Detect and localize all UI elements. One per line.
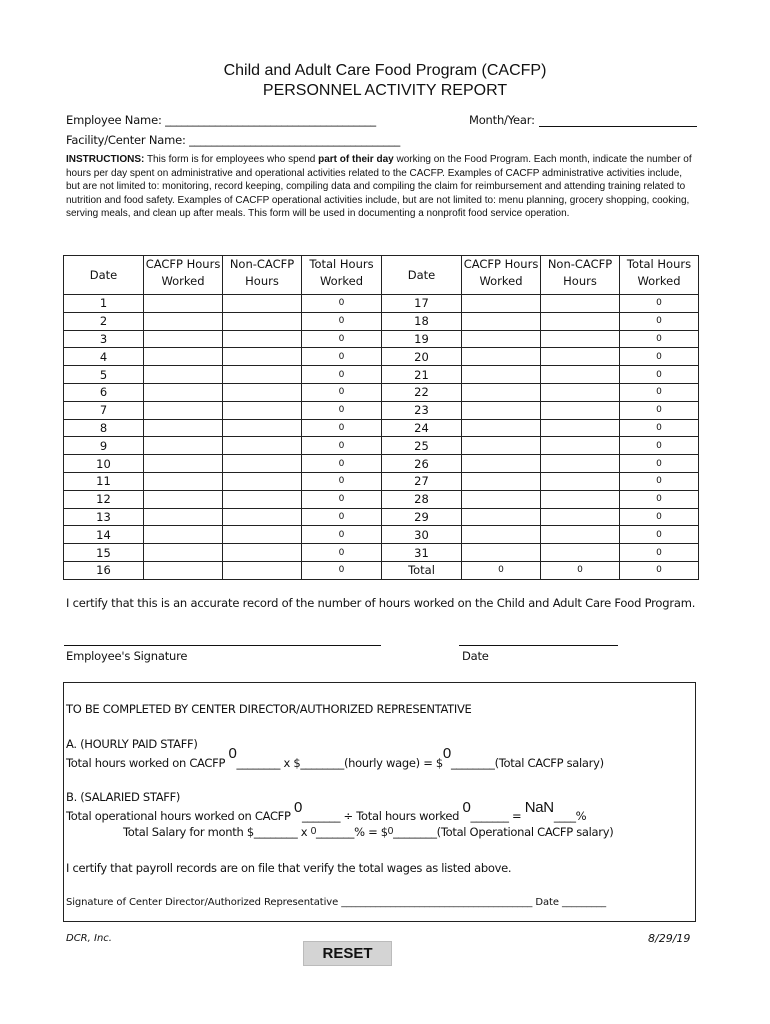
total-cell: 0 bbox=[302, 437, 382, 455]
hourly-hours-value[interactable]: 0 bbox=[228, 745, 237, 762]
hours-input-cell[interactable] bbox=[144, 419, 223, 437]
salaried-calc-line bbox=[66, 799, 587, 823]
date-cell: 26 bbox=[382, 455, 462, 473]
column-header: Date bbox=[382, 256, 462, 295]
hours-input-cell[interactable] bbox=[144, 472, 223, 490]
total-cell: 0 bbox=[620, 348, 699, 366]
table-row bbox=[64, 455, 699, 473]
hours-input-cell[interactable] bbox=[462, 330, 541, 348]
total-cell: 0 bbox=[620, 472, 699, 490]
employee-signature-label: Employee's Signature bbox=[66, 649, 188, 663]
salaried-salary-text-2: _______% = $ bbox=[315, 825, 388, 839]
hours-input-cell[interactable] bbox=[541, 312, 620, 330]
month-year-input[interactable] bbox=[539, 126, 697, 127]
hours-input-cell[interactable] bbox=[541, 401, 620, 419]
form-title: Child and Adult Care Food Program (CACFP) bbox=[223, 62, 547, 79]
employee-name-field[interactable]: Employee Name: ______________________________________ bbox=[66, 113, 376, 127]
table-row bbox=[64, 401, 699, 419]
footer-date: 8/29/19 bbox=[648, 932, 691, 945]
hours-input-cell[interactable] bbox=[462, 295, 541, 313]
employee-signature-line[interactable] bbox=[64, 645, 381, 646]
total-cell: 0 bbox=[620, 401, 699, 419]
hours-input-cell[interactable] bbox=[223, 437, 302, 455]
total-cell: 0 bbox=[620, 544, 699, 562]
total-cell: 0 bbox=[620, 366, 699, 384]
total-cell: 0 bbox=[302, 348, 382, 366]
instructions-label: INSTRUCTIONS: bbox=[66, 154, 145, 165]
date-cell: 1 bbox=[64, 295, 144, 313]
date-cell: 5 bbox=[64, 366, 144, 384]
hours-input-cell[interactable] bbox=[462, 348, 541, 366]
total-cell: 0 bbox=[620, 419, 699, 437]
total-cell: 0 bbox=[302, 383, 382, 401]
director-box-heading: TO BE COMPLETED BY CENTER DIRECTOR/AUTHORIZED REPRESENTATIVE bbox=[66, 702, 472, 716]
total-cell: 0 bbox=[620, 490, 699, 508]
column-header: CACFP Hours Worked bbox=[144, 256, 223, 295]
hours-input-cell[interactable] bbox=[541, 508, 620, 526]
hours-input-cell[interactable] bbox=[462, 383, 541, 401]
date-cell: 12 bbox=[64, 490, 144, 508]
hours-input-cell[interactable] bbox=[223, 330, 302, 348]
hours-input-cell[interactable] bbox=[541, 419, 620, 437]
hours-input-cell[interactable] bbox=[144, 437, 223, 455]
hours-input-cell[interactable] bbox=[144, 330, 223, 348]
hours-input-cell[interactable] bbox=[144, 455, 223, 473]
hours-input-cell[interactable] bbox=[223, 508, 302, 526]
hours-input-cell[interactable] bbox=[223, 295, 302, 313]
hours-input-cell[interactable] bbox=[144, 348, 223, 366]
hours-input-cell[interactable] bbox=[144, 544, 223, 562]
hourly-calc-text-3: ________(Total CACFP salary) bbox=[450, 756, 604, 770]
total-cell: 0 bbox=[620, 508, 699, 526]
date-cell: 6 bbox=[64, 383, 144, 401]
date-cell: 31 bbox=[382, 544, 462, 562]
instructions-text-b: working on the Food Program. Each month, indicate the number of hours per day spent on administrative and operational activities related to the CACFP. Examples of CACFP administrative activities include, but are not limited to: monitoring, record keeping, compiling data and compiling the claim for reimbursement and attending training related to nutrition and food safety. Examples of CACFP operational activities include, but are not limited to: menu planning, grocery shopping, cooking, serving meals, and clean up after meals. This form will be used in documenting a nonprofit food service operation. bbox=[66, 154, 692, 220]
hours-input-cell[interactable] bbox=[144, 490, 223, 508]
date-cell: 17 bbox=[382, 295, 462, 313]
date-cell: 22 bbox=[382, 383, 462, 401]
column-header: Total Hours Worked bbox=[302, 256, 382, 295]
date-cell: 24 bbox=[382, 419, 462, 437]
hours-input-cell[interactable] bbox=[541, 472, 620, 490]
hours-input-cell[interactable] bbox=[223, 526, 302, 544]
date-cell: 11 bbox=[64, 472, 144, 490]
hours-input-cell[interactable] bbox=[541, 295, 620, 313]
table-row bbox=[64, 295, 699, 313]
hourly-salary-value[interactable]: 0 bbox=[442, 745, 451, 762]
date-cell: 4 bbox=[64, 348, 144, 366]
table-row bbox=[64, 366, 699, 384]
date-cell: 8 bbox=[64, 419, 144, 437]
date-cell: 14 bbox=[64, 526, 144, 544]
total-cell: 0 bbox=[302, 544, 382, 562]
table-row bbox=[64, 312, 699, 330]
hours-input-cell[interactable] bbox=[144, 561, 223, 579]
total-cell: 0 bbox=[620, 455, 699, 473]
table-row bbox=[64, 508, 699, 526]
hours-input-cell[interactable] bbox=[223, 490, 302, 508]
date-cell: 21 bbox=[382, 366, 462, 384]
hours-input-cell[interactable] bbox=[462, 472, 541, 490]
hours-input-cell[interactable] bbox=[223, 472, 302, 490]
hours-input-cell[interactable] bbox=[223, 366, 302, 384]
date-cell: 10 bbox=[64, 455, 144, 473]
table-row bbox=[64, 330, 699, 348]
date-cell: Total bbox=[382, 561, 462, 579]
hours-input-cell[interactable] bbox=[223, 401, 302, 419]
date-cell: 15 bbox=[64, 544, 144, 562]
hourly-calc-text-1: Total hours worked on CACFP bbox=[66, 756, 229, 770]
date-cell: 30 bbox=[382, 526, 462, 544]
salaried-salary-text-3: ________(Total Operational CACFP salary) bbox=[393, 825, 614, 839]
total-cell: 0 bbox=[302, 508, 382, 526]
date-cell: 25 bbox=[382, 437, 462, 455]
payroll-statement: I certify that payroll records are on file that verify the total wages as listed above. bbox=[66, 861, 512, 875]
hours-input-cell[interactable] bbox=[144, 508, 223, 526]
total-cell: 0 bbox=[302, 561, 382, 579]
instructions-paragraph bbox=[66, 153, 696, 221]
footer-org: DCR, Inc. bbox=[66, 933, 112, 944]
hours-input-cell[interactable] bbox=[541, 330, 620, 348]
facility-name-field[interactable]: Facility/Center Name: ______________________________________ bbox=[66, 133, 401, 147]
date-cell: 27 bbox=[382, 472, 462, 490]
hours-input-cell[interactable] bbox=[541, 544, 620, 562]
salaried-percent-value: NaN bbox=[524, 799, 554, 816]
total-cell: 0 bbox=[620, 330, 699, 348]
instructions-bold: part of their day bbox=[318, 154, 394, 165]
table-row bbox=[64, 490, 699, 508]
date-cell: 13 bbox=[64, 508, 144, 526]
salaried-pct-value: 0 bbox=[310, 826, 316, 837]
salaried-calc-text-4: ____% bbox=[553, 809, 587, 823]
total-cell: 0 bbox=[302, 312, 382, 330]
date-cell: 7 bbox=[64, 401, 144, 419]
total-cell: 0 bbox=[620, 437, 699, 455]
date-cell: 2 bbox=[64, 312, 144, 330]
column-header: Date bbox=[64, 256, 144, 295]
date-cell: 9 bbox=[64, 437, 144, 455]
date-cell: 16 bbox=[64, 561, 144, 579]
total-cell: 0 bbox=[462, 561, 541, 579]
hours-input-cell[interactable] bbox=[541, 526, 620, 544]
date-cell: 23 bbox=[382, 401, 462, 419]
hours-input-cell[interactable] bbox=[223, 561, 302, 579]
column-header: Non-CACFP Hours bbox=[223, 256, 302, 295]
total-cell: 0 bbox=[302, 366, 382, 384]
total-cell: 0 bbox=[620, 312, 699, 330]
certify-statement: I certify that this is an accurate record of the number of hours worked on the Child and Adult Care Food Program. bbox=[66, 596, 696, 610]
salaried-calc-text-2: _______ ÷ Total hours worked bbox=[302, 809, 463, 823]
total-cell: 0 bbox=[620, 383, 699, 401]
total-cell: 0 bbox=[302, 526, 382, 544]
total-cell: 0 bbox=[302, 330, 382, 348]
hours-input-cell[interactable] bbox=[144, 295, 223, 313]
date-label: Date bbox=[462, 649, 489, 663]
total-cell: 0 bbox=[620, 526, 699, 544]
hours-input-cell[interactable] bbox=[223, 419, 302, 437]
hours-input-cell[interactable] bbox=[144, 401, 223, 419]
hours-input-cell[interactable] bbox=[144, 383, 223, 401]
salaried-total-hours-value[interactable]: 0 bbox=[462, 799, 471, 816]
hours-input-cell[interactable] bbox=[462, 455, 541, 473]
total-cell: 0 bbox=[302, 472, 382, 490]
total-cell: 0 bbox=[541, 561, 620, 579]
hours-input-cell[interactable] bbox=[462, 508, 541, 526]
date-cell: 28 bbox=[382, 490, 462, 508]
column-header: Total Hours Worked bbox=[620, 256, 699, 295]
table-row bbox=[64, 419, 699, 437]
director-signature-line[interactable]: Signature of Center Director/Authorized Representative _______________________________________ Date _________ bbox=[66, 897, 607, 908]
date-cell: 18 bbox=[382, 312, 462, 330]
hours-input-cell[interactable] bbox=[541, 455, 620, 473]
hours-input-cell[interactable] bbox=[223, 312, 302, 330]
date-cell: 3 bbox=[64, 330, 144, 348]
date-cell: 19 bbox=[382, 330, 462, 348]
salaried-salary-line bbox=[123, 823, 613, 837]
salaried-salary-text-1[interactable]: Total Salary for month $________ x bbox=[123, 825, 311, 839]
hours-input-cell[interactable] bbox=[541, 437, 620, 455]
total-cell: 0 bbox=[302, 490, 382, 508]
column-header: Non-CACFP Hours bbox=[541, 256, 620, 295]
table-row bbox=[64, 561, 699, 579]
hours-input-cell[interactable] bbox=[462, 437, 541, 455]
total-cell: 0 bbox=[302, 401, 382, 419]
salaried-hours-value[interactable]: 0 bbox=[293, 799, 303, 816]
hours-input-cell[interactable] bbox=[462, 401, 541, 419]
total-cell: 0 bbox=[620, 561, 699, 579]
table-row bbox=[64, 437, 699, 455]
hours-input-cell[interactable] bbox=[541, 490, 620, 508]
total-cell: 0 bbox=[302, 419, 382, 437]
salaried-calc-text-3: _______ = bbox=[470, 809, 525, 823]
hourly-calc-text-2[interactable]: ________ x $________(hourly wage) = $ bbox=[236, 756, 443, 770]
hours-input-cell[interactable] bbox=[144, 366, 223, 384]
hours-input-cell[interactable] bbox=[541, 383, 620, 401]
hours-input-cell[interactable] bbox=[223, 348, 302, 366]
salaried-heading: B. (SALARIED STAFF) bbox=[66, 790, 181, 804]
table-row bbox=[64, 526, 699, 544]
salaried-result-value: 0 bbox=[387, 826, 394, 837]
salaried-calc-text-1: Total operational hours worked on CACFP bbox=[66, 809, 294, 823]
hours-input-cell[interactable] bbox=[223, 455, 302, 473]
hours-input-cell[interactable] bbox=[144, 312, 223, 330]
reset-button[interactable]: RESET bbox=[303, 941, 392, 966]
total-cell: 0 bbox=[620, 295, 699, 313]
table-row bbox=[64, 348, 699, 366]
hourly-calc-line bbox=[66, 745, 604, 770]
hours-input-cell[interactable] bbox=[223, 383, 302, 401]
hours-input-cell[interactable] bbox=[462, 544, 541, 562]
hours-table bbox=[63, 255, 699, 580]
signature-date-line[interactable] bbox=[459, 645, 618, 646]
column-header: CACFP Hours Worked bbox=[462, 256, 541, 295]
hours-input-cell[interactable] bbox=[223, 544, 302, 562]
hourly-heading: A. (HOURLY PAID STAFF) bbox=[66, 737, 198, 751]
table-row bbox=[64, 472, 699, 490]
date-cell: 29 bbox=[382, 508, 462, 526]
hours-input-cell[interactable] bbox=[462, 490, 541, 508]
hours-input-cell[interactable] bbox=[144, 526, 223, 544]
table-header-row bbox=[64, 256, 699, 295]
hours-input-cell[interactable] bbox=[541, 366, 620, 384]
table-row bbox=[64, 544, 699, 562]
month-year-label: Month/Year: bbox=[469, 113, 535, 127]
hours-input-cell[interactable] bbox=[462, 526, 541, 544]
date-cell: 20 bbox=[382, 348, 462, 366]
hours-input-cell[interactable] bbox=[541, 348, 620, 366]
total-cell: 0 bbox=[302, 455, 382, 473]
instructions-text-a: This form is for employees who spend bbox=[144, 154, 319, 165]
table-row bbox=[64, 383, 699, 401]
form-subtitle: PERSONNEL ACTIVITY REPORT bbox=[262, 82, 508, 99]
hours-input-cell[interactable] bbox=[462, 419, 541, 437]
hours-input-cell[interactable] bbox=[462, 366, 541, 384]
hours-input-cell[interactable] bbox=[462, 312, 541, 330]
total-cell: 0 bbox=[302, 295, 382, 313]
